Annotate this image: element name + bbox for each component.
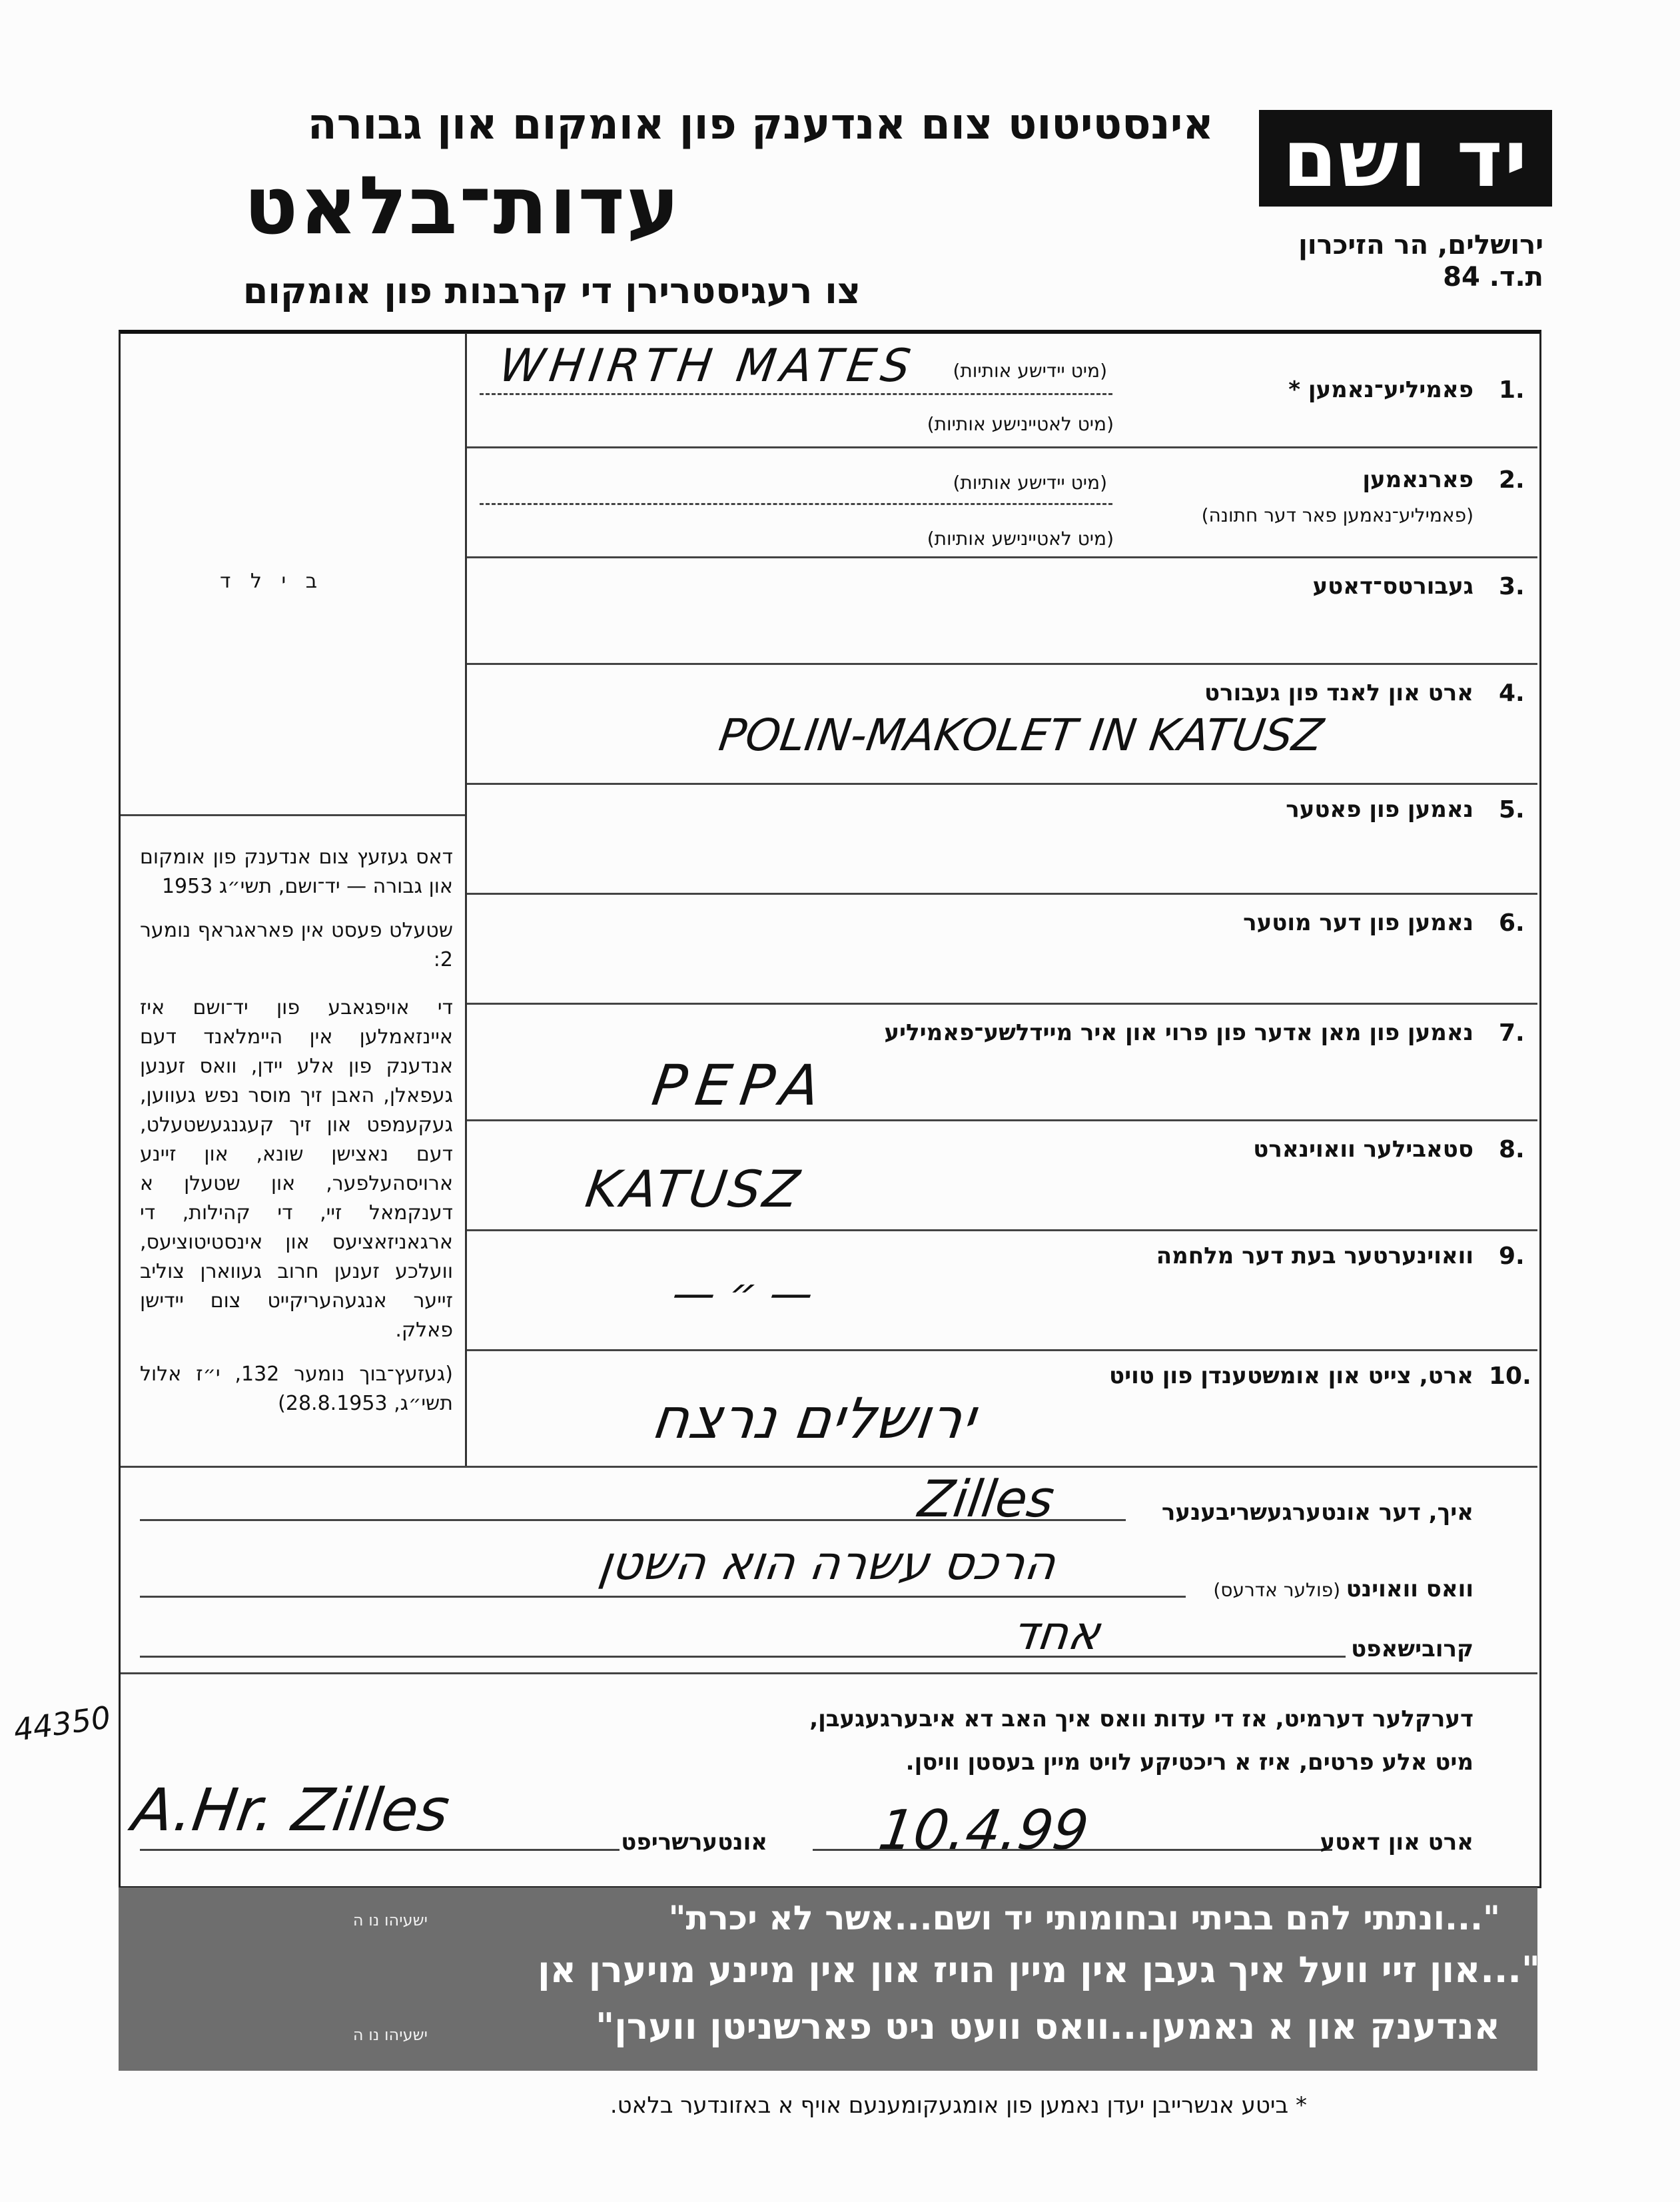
field-1-number: 1.: [1499, 376, 1525, 404]
field-8-value: KATUSZ: [582, 1159, 805, 1219]
row-separator: [467, 446, 1537, 448]
submitter-address-line: [140, 1596, 1186, 1598]
quote-yiddish-line-2: אנדענק און א נאמען...וואס וועט ניט פארשניטן ווערן": [596, 2005, 1500, 2047]
submitter-name-value: Zilles: [915, 1469, 1058, 1528]
address-line-1: ירושלים, הר הזיכרון: [1298, 230, 1543, 261]
date-value: 10.4.99: [875, 1799, 1092, 1862]
field-6-number: 6.: [1499, 909, 1525, 937]
field-7-value: PEPA: [648, 1053, 833, 1118]
column-divider: [465, 333, 467, 1466]
field-5-label: נאמען פון פאטער: [1286, 796, 1473, 823]
field-10-value: ירושלים נרצח: [648, 1386, 980, 1451]
field-2-number: 2.: [1499, 466, 1525, 494]
field-1-value: WHIRTH MATES: [496, 340, 919, 392]
row-separator: [467, 1003, 1537, 1005]
signature-value: A.Hr. Zilles: [128, 1776, 454, 1844]
field-4-value: POLIN-MAKOLET IN KATUSZ: [715, 710, 1327, 761]
field-2-sub-latin: (מיט לאטיינישע אותיות): [927, 528, 1114, 550]
quote-yiddish-line-1: "...און זיי וועל איך געבן אין מיין הויז און אין מיינע מויערן אן: [538, 1949, 1540, 1991]
field-9-value: — ״ —: [669, 1269, 817, 1319]
field-1-sub-latin: (מיט לאטיינישע אותיות): [927, 413, 1114, 435]
field-7-number: 7.: [1499, 1019, 1525, 1047]
field-8-number: 8.: [1499, 1136, 1525, 1163]
field-2-note: (פאמיליע־נאמען פאר דער חתונה): [1201, 504, 1473, 526]
institute-name: אינסטיטוט צום אנדענק פון אומקום און גבורה: [307, 100, 1214, 149]
submitter-address-note: (פולער אדרעס): [1213, 1579, 1340, 1601]
page-title: עדות־בלאט: [243, 160, 681, 253]
signature-label: אונטערשריפט: [621, 1829, 767, 1856]
field-2-label: פארנאמען: [1362, 466, 1473, 493]
declaration-line-2: מיט אלע פרטים, איז א ריכטיקע לויט מיין בעסטן וויסן.: [905, 1749, 1473, 1776]
law-box-quote: די אויפגאבע פון יד־ושם איז איינזאמלען אין היימלאנד דעם אנדענק פון אלע יידן, וואס זענען געפאלן, האבן זיך מוסר נפש געווען, געקעמפט און זיך קעגנגעשטעלט, דעם נאצישן שונא, און זיינע ארויסהעלפער, און שטעלן א דענקמאל זיי, די קהילות, די ארגאניזאציעס און אינסטיטוציעס, וועלכע זענען חרוב געווארן צוליב זייער אנגעהעריקייט צום יידישן פאלק.: [140, 996, 453, 1342]
submitter-address-label: וואס וואוינט: [1346, 1576, 1473, 1602]
quote-yiddish-source: ישעיהו נו ה: [352, 2025, 428, 2044]
declaration-line-1: דערקלער דערמיט, אז די עדות וואס איך האב דא איבערגעגעבן,: [809, 1706, 1473, 1732]
law-box-intro: דאס געזעץ צום אנדענק פון אומקום און גבורה — יד־ושם, תשי״ג 1953: [140, 845, 453, 898]
footnote: * ביטע אנשרייבן יעדן נאמען פון אומגעקומענעם אויף א באזונדער בלאט.: [610, 2092, 1307, 2119]
address-line-2: ת.ד. 84: [1443, 262, 1543, 292]
row-separator: [467, 1229, 1537, 1231]
field-1-yiddish-line: [480, 393, 1112, 395]
field-3-number: 3.: [1499, 573, 1525, 600]
field-2-sub-yiddish: (מיט יידישע אותיות): [953, 472, 1107, 494]
page-subtitle: צו רעגיסטרירן די קרבנות פון אומקום: [242, 270, 861, 312]
law-box-paragraph-ref: שטעלט פעסט אין פאראגראף נומער 2:: [140, 919, 453, 971]
field-4-number: 4.: [1499, 680, 1525, 707]
section-separator: [121, 1466, 1537, 1468]
field-8-label: סטאבילער וואוינארט: [1253, 1136, 1473, 1163]
field-6-label: נאמען פון דער מוטער: [1243, 909, 1473, 936]
row-separator: [467, 1349, 1537, 1351]
photo-label: ב י ל ד: [220, 570, 324, 593]
place-date-label: ארט און דאטע: [1320, 1829, 1473, 1856]
archive-number: 44350: [11, 1699, 113, 1748]
law-box: [140, 843, 453, 1418]
yad-vashem-logo: יד ושם: [1259, 110, 1552, 207]
field-7-label: נאמען פון מאן אדער פון פרוי און איר מיידלשע־פאמיליע: [884, 1019, 1473, 1046]
field-3-label: געבורטס־דאטע: [1312, 573, 1473, 600]
field-1-sub-yiddish: (מיט יידישע אותיות): [953, 360, 1107, 382]
row-separator: [467, 663, 1537, 665]
section-separator: [121, 1672, 1537, 1674]
submitter-address-value: הרכס עשרה הוא השטן: [596, 1536, 1060, 1590]
field-10-number: 10.: [1489, 1363, 1531, 1390]
relation-line: [140, 1656, 1346, 1658]
field-9-number: 9.: [1499, 1243, 1525, 1270]
photo-box-divider: [121, 814, 465, 816]
submitter-name-label: איך, דער אונטערגעשריבענער: [1161, 1499, 1473, 1526]
law-box-citation: (געזעץ־בוך נומער 132, י״ז אלול תשי״ג, 28.8.1953): [140, 1363, 453, 1415]
row-separator: [467, 556, 1537, 558]
field-2-yiddish-line: [480, 503, 1112, 505]
quote-hebrew-source: ישעיהו נו ה: [352, 1911, 428, 1929]
field-4-label: ארט און לאנד פון געבורט: [1204, 680, 1473, 706]
row-separator: [467, 1119, 1537, 1121]
quote-hebrew: "...ונתתי להם בביתי ובחומותי יד ושם...אשר לא יכרת": [668, 1899, 1500, 1937]
field-5-number: 5.: [1499, 796, 1525, 824]
field-10-label: ארט, צייט און אומשטענדן פון טויט: [1108, 1363, 1473, 1389]
signature-line: [140, 1849, 620, 1851]
row-separator: [467, 893, 1537, 895]
row-separator: [467, 783, 1537, 785]
relation-value: אחד: [1009, 1606, 1104, 1660]
field-1-label: פאמיליע־נאמען *: [1288, 376, 1473, 403]
relation-label: קרובישאפט: [1351, 1636, 1473, 1662]
field-9-label: וואוינערטער בעת דער מלחמה: [1156, 1243, 1473, 1269]
